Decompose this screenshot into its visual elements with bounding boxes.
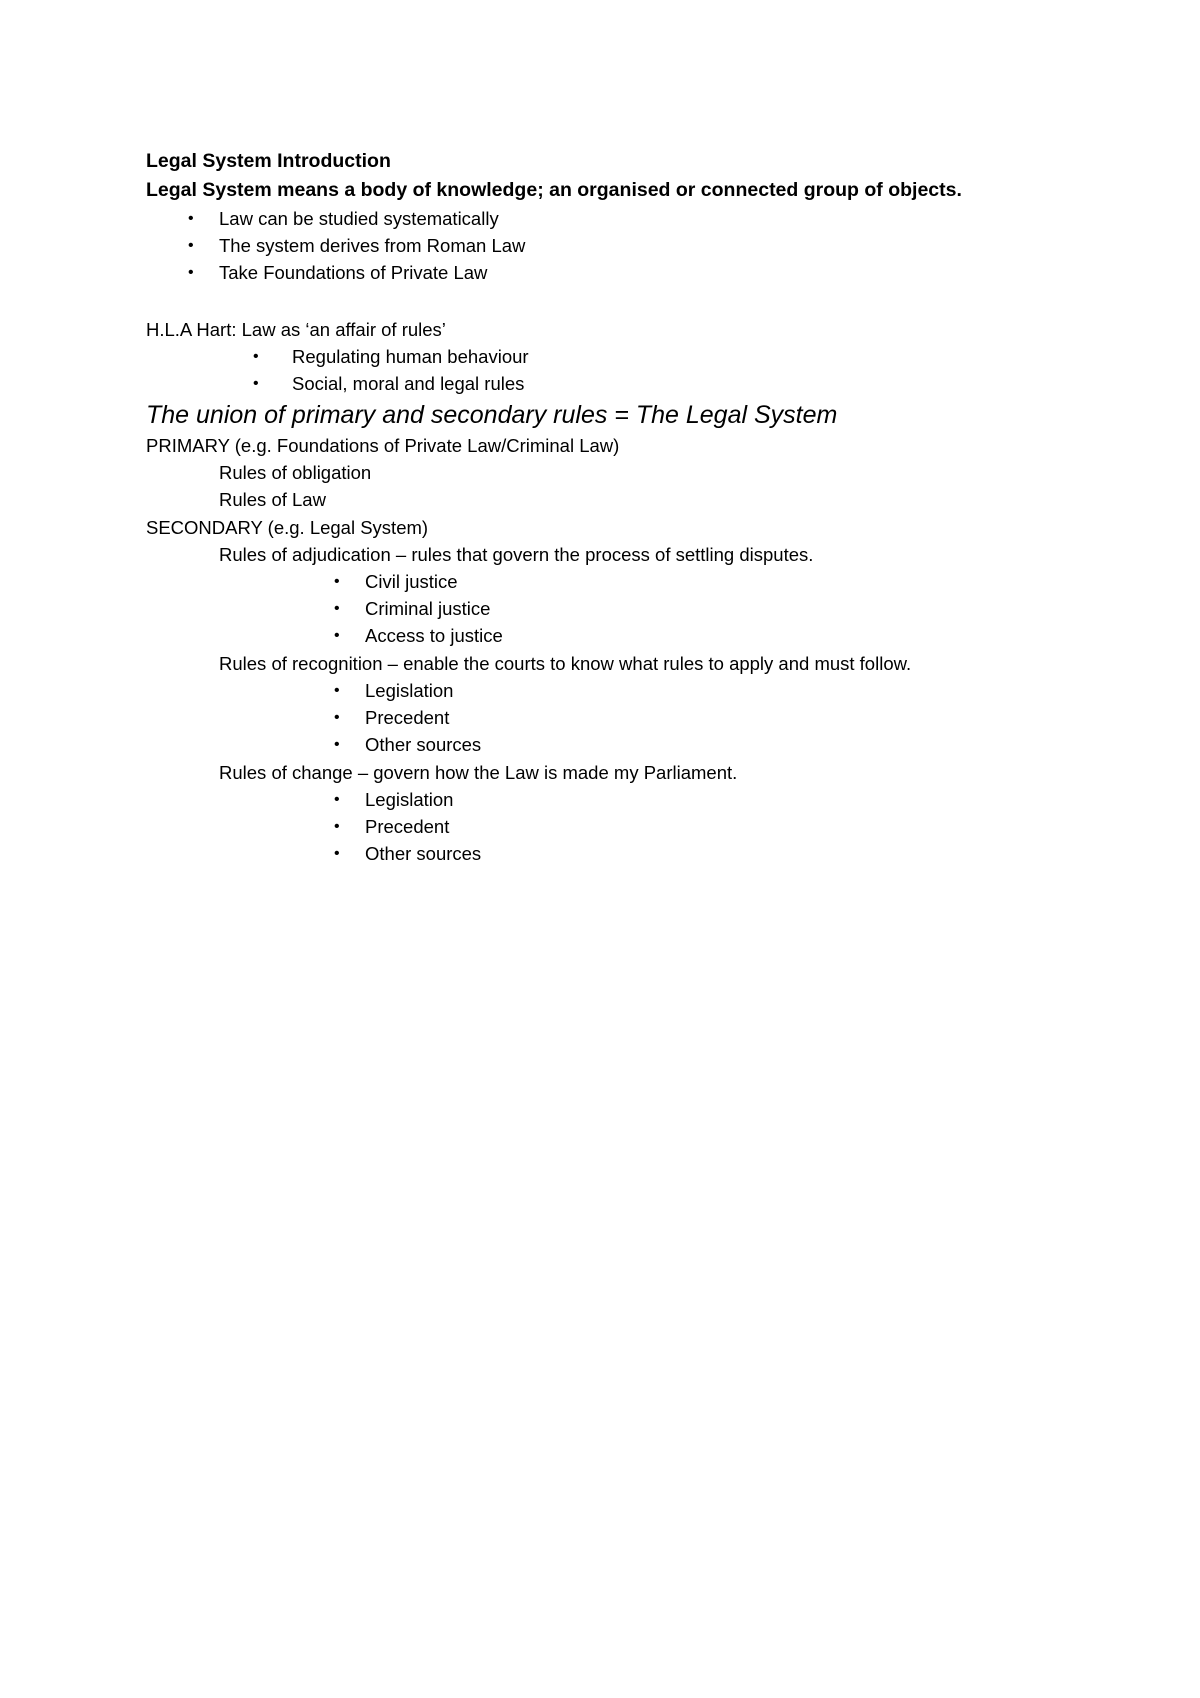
hart-bullet-item: Regulating human behaviour	[292, 346, 529, 367]
change-bullet-item: Precedent	[365, 816, 450, 837]
bullet-glyph: •	[334, 709, 340, 726]
recognition-bullet-item: Other sources	[365, 734, 482, 755]
primary-item: Rules of Law	[219, 489, 326, 510]
document-title: Legal System Introduction	[146, 150, 391, 172]
change-rule: Rules of change – govern how the Law is made my Parliament.	[219, 762, 738, 783]
adjudication-bullet-item: Access to justice	[365, 625, 503, 646]
secondary-label: SECONDARY (e.g. Legal System)	[146, 517, 429, 538]
recognition-bullet-item: Legislation	[365, 680, 454, 701]
union-heading: The union of primary and secondary rules = The Legal System	[146, 401, 838, 429]
primary-item: Rules of obligation	[219, 462, 372, 483]
adjudication-rule: Rules of adjudication – rules that govern the process of settling disputes.	[219, 544, 814, 565]
bullet-glyph: •	[334, 791, 340, 808]
bullet-glyph: •	[334, 818, 340, 835]
primary-label: PRIMARY (e.g. Foundations of Private Law/Criminal Law)	[146, 435, 620, 456]
hart-bullet-item: Social, moral and legal rules	[292, 373, 525, 394]
bullet-glyph: •	[188, 264, 194, 281]
adjudication-bullet-item: Civil justice	[365, 571, 458, 592]
bullet-glyph: •	[334, 736, 340, 753]
bullet-glyph: •	[334, 845, 340, 862]
bullet-glyph: •	[188, 237, 194, 254]
change-bullet-item: Other sources	[365, 843, 482, 864]
bullet-glyph: •	[188, 210, 194, 227]
bullet-glyph: •	[253, 375, 259, 392]
recognition-rule: Rules of recognition – enable the courts to know what rules to apply and must follow.	[219, 653, 912, 674]
definition-line: Legal System means a body of knowledge; an organised or connected group of objects.	[146, 179, 962, 201]
intro-bullet-item: The system derives from Roman Law	[219, 235, 526, 256]
adjudication-bullet-item: Criminal justice	[365, 598, 491, 619]
hart-line: H.L.A Hart: Law as ‘an affair of rules’	[146, 319, 446, 340]
bullet-glyph: •	[334, 627, 340, 644]
change-bullet-item: Legislation	[365, 789, 454, 810]
bullet-glyph: •	[334, 573, 340, 590]
bullet-glyph: •	[334, 682, 340, 699]
bullet-glyph: •	[253, 348, 259, 365]
recognition-bullet-item: Precedent	[365, 707, 450, 728]
intro-bullet-item: Take Foundations of Private Law	[219, 262, 488, 283]
intro-bullet-item: Law can be studied systematically	[219, 208, 499, 229]
bullet-glyph: •	[334, 600, 340, 617]
